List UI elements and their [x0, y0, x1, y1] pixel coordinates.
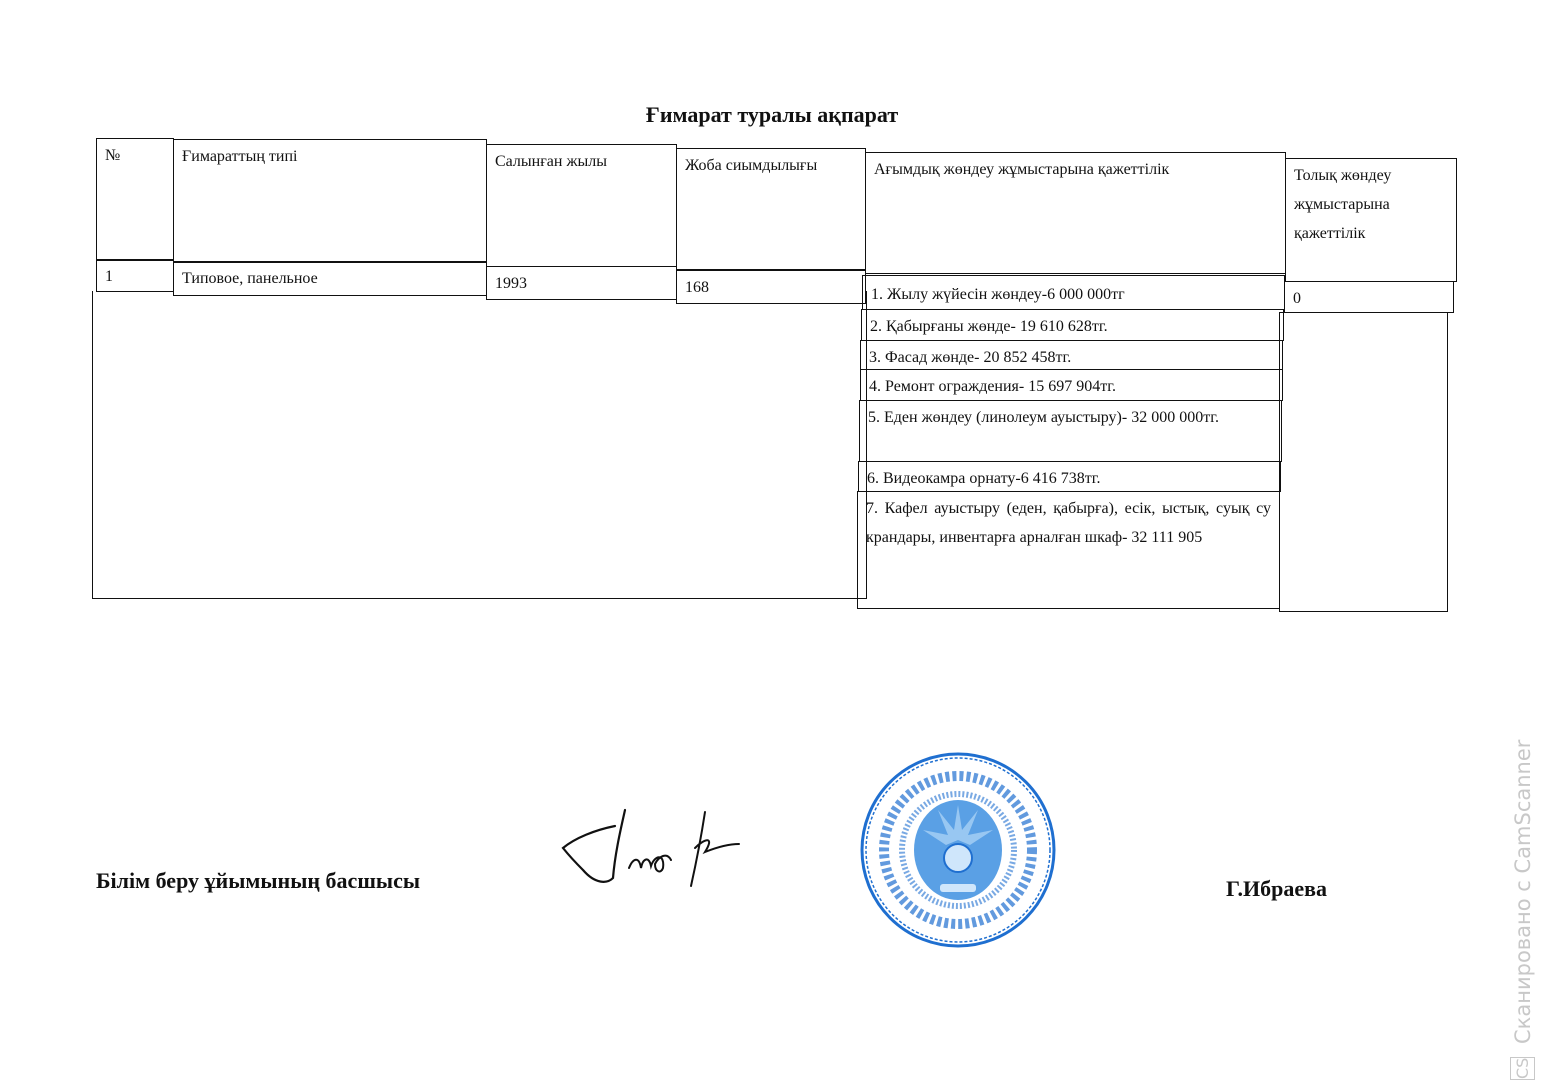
- position-label: Білім беру ұйымының басшысы: [96, 868, 421, 893]
- merged-empty-area: [92, 291, 867, 599]
- document-title: Ғимарат туралы ақпарат: [645, 102, 899, 127]
- row-design-capacity: 168: [676, 270, 866, 304]
- header-design-capacity-label: Жоба сиымдылығы: [685, 157, 818, 174]
- header-building-type: Ғимараттың типі: [173, 139, 487, 263]
- signer-name: Г.Ибраева: [1226, 876, 1328, 901]
- full-repair-empty-cell: [1279, 312, 1448, 612]
- camscanner-watermark: [1510, 739, 1540, 1080]
- header-year-built-label: Салынған жылы: [495, 153, 607, 170]
- repair-item-1: 1. Жылу жүйесін жөндеу-6 000 000тг: [862, 275, 1285, 310]
- repair-item-3: 3. Фасад жөнде- 20 852 458тг.: [860, 340, 1283, 370]
- camscanner-logo-icon: CS: [1510, 1057, 1535, 1080]
- repair-item-5: 5. Еден жөндеу (линолеум ауыстыру)- 32 000 000тг.: [859, 400, 1282, 462]
- repair-item-7: 7. Кафел ауыстыру (еден, қабырға), есік, ыстық, суық су крандары, инвентарға арналған шкаф- 32 111 905: [857, 491, 1280, 609]
- header-design-capacity: [676, 148, 866, 270]
- row-building-type: Типовое, панельное: [173, 261, 487, 296]
- official-stamp-icon: [858, 750, 1058, 950]
- row-number: 1: [96, 259, 174, 292]
- header-year-built: [486, 144, 677, 267]
- camscanner-text: Сканировано с CamScanner: [1511, 739, 1535, 1044]
- header-current-repair: Ағымдық жөндеу жұмыстарына қажеттілік: [865, 152, 1286, 274]
- repair-item-6: 6. Видеокамра орнату-6 416 738тг.: [858, 461, 1281, 492]
- repair-item-2: 2. Қабырғаны жөнде- 19 610 628тг.: [861, 309, 1284, 341]
- header-full-repair: Толық жөндеу жұмыстарына қажеттілік: [1285, 158, 1457, 282]
- full-repair-value: 0: [1284, 281, 1454, 313]
- signature-icon: [555, 808, 745, 888]
- header-number: №: [96, 138, 174, 261]
- row-year-built: 1993: [486, 266, 677, 300]
- repair-item-4: 4. Ремонт ограждения- 15 697 904тг.: [860, 369, 1283, 401]
